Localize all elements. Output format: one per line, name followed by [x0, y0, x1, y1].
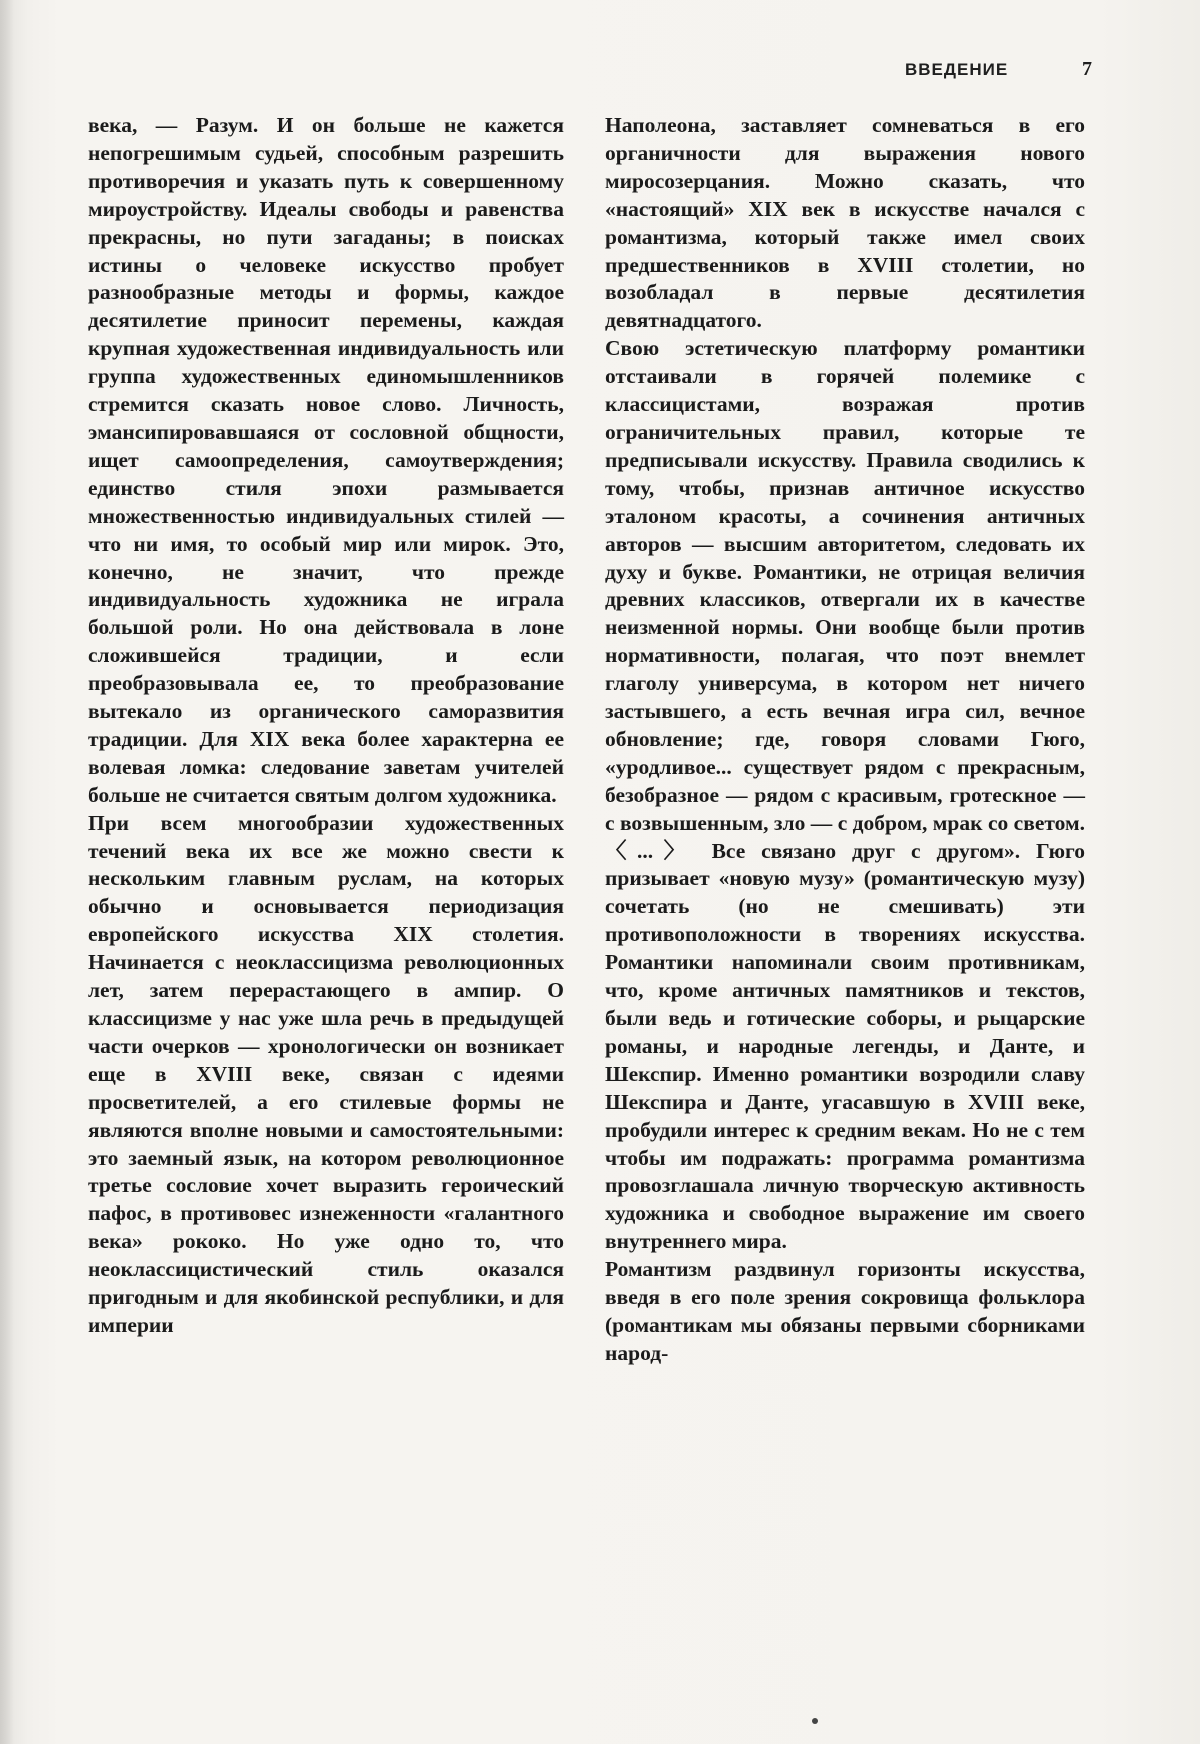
right-paragraph-3: Романтизм раздвинул горизонты искусства, введя в его поле зрения сокровища фольклора (романтикам мы обязаны первыми сборниками народ-: [605, 1257, 1085, 1365]
left-paragraph-2: При всем многообразии художественных течений века их все же можно свести к нескольким главным руслам, на которых обычно и основывается периодизация европейского искусства XIX столетия. Начинается с неоклассицизма революционных лет, затем перерастающего в ампир. О классицизме у нас уже шла речь в предыдущей части очерков — хронологически он возникает еще в XVIII веке, связан с идеями просветителей, а его стилевые формы не являются вполне новыми и самостоятельными: это заемный язык, на котором революционное третье сословие хочет выразить героический пафос, в противовес изнеженности «галантного века» рококо. Но уже одно то, что неоклассицистический стиль оказался пригодным и для якобинской республики, и для империи: [88, 810, 564, 1337]
right-paragraph-2: Свою эстетическую платформу романтики отстаивали в горячей полемике с классицистами, возражая против ограничительных правил, которые те предписывали искусству. Правила сводились к тому, чтобы, признав античное искусство эталоном красоты, а сочинения античных авторов — высшим авторитетом, следовать их духу и букве. Романтики, не отрицая величия древних классиков, отвергали их в качестве неизменной нормы. Они вообще были против нормативности, полагая, что поэт внемлет глаголу универсума, в котором нет ничего застывшего, а есть вечная игра сил, вечное обновление; где, говоря словами Гюго, «уродливое... существует рядом с прекрасным, безобразное — рядом с красивым, гротескное — с возвышенным, зло — с добром, мрак со светом. 〈...〉 Все связано друг с другом». Гюго призывает «новую музу» (романтическую музу) сочетать (но не смешивать) эти противоположности в творениях искусства. Романтики напоминали своим противникам, что, кроме античных памятников и текстов, были ведь и готические соборы, и рыцарские романы, и народные легенды, и Данте, и Шекспир. Именно романтики возродили славу Шекспира и Данте, угасавшую в XVIII веке, пробудили интерес к средним векам. Но не с тем чтобы им подражать: программа романтизма провозглашала личную творческую активность художника и свободное выражение им своего внутреннего мира.: [605, 336, 1085, 1254]
ink-speck: [812, 1718, 818, 1724]
binding-gutter-shadow: [0, 0, 14, 1744]
running-header-title: ВВЕДЕНИЕ: [905, 60, 1009, 79]
right-paragraph-1: Наполеона, заставляет сомневаться в его органичности для выражения нового миросозерцания. Можно сказать, что «настоящий» XIX век в искусстве начался с романтизма, который также имел своих предшественников в XVIII столетии, но возобладал в первые десятилетия девятнадцатого.: [605, 113, 1085, 333]
left-text-column: [88, 112, 564, 1340]
page-number: 7: [1082, 58, 1092, 80]
left-paragraph-1: века, — Разум. И он больше не кажется непогрешимым судьей, способным разрешить противоречия и указать путь к совершенному мироустройству. Идеалы свободы и равенства прекрасны, но пути загаданы; в поисках истины о человеке искусство пробует разнообразные методы и формы, каждое десятилетие приносит перемены, каждая крупная художественная индивидуальность или группа художественных единомышленников стремится сказать новое слово. Личность, эмансипировавшаяся от сословной общности, ищет самоопределения, самоутверждения; единство стиля эпохи размывается множественностью индивидуальных стилей — что ни имя, то особый мир или мирок. Это, конечно, не значит, что прежде индивидуальность художника не играла большой роли. Но она действовала в лоне сложившейся традиции, и если преобразовывала ее, то преобразование вытекало из органического саморазвития традиции. Для XIX века более характерна ее волевая ломка: следование заветам учителей больше не считается святым долгом художника.: [88, 113, 564, 807]
right-text-column: [605, 112, 1085, 1368]
